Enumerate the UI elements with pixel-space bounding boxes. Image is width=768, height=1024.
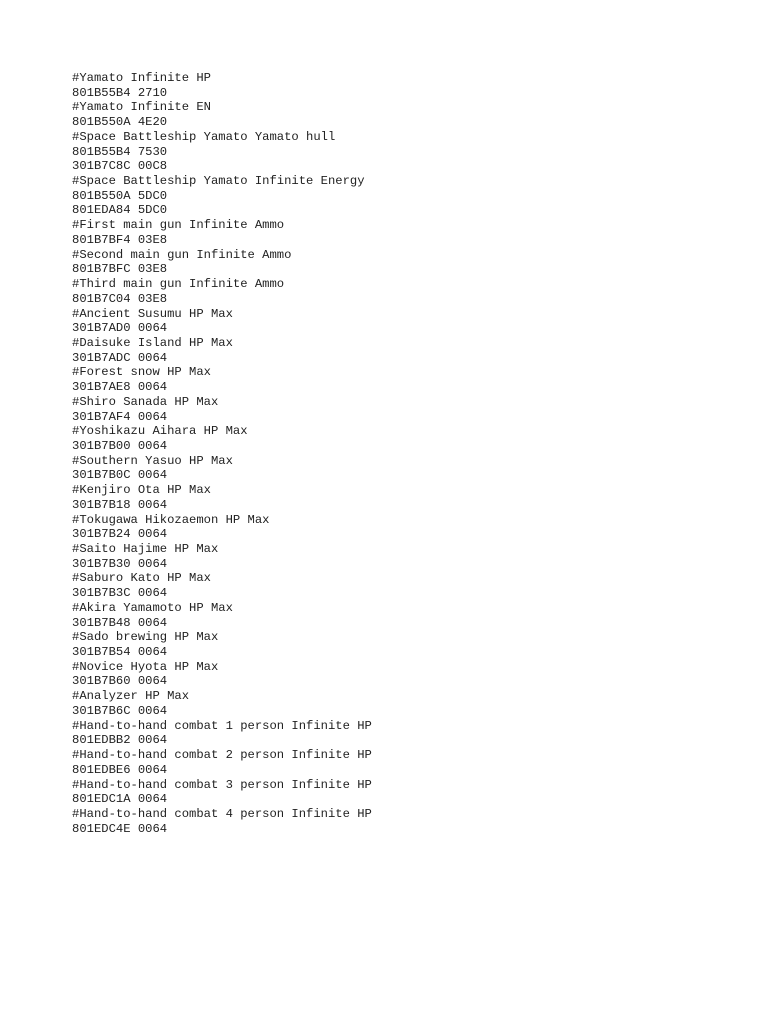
cheat-code-line: 301B7B60 0064: [72, 674, 168, 689]
cheat-code-line: 301B7B18 0064: [72, 497, 168, 512]
cheat-code-line: 301B7B30 0064: [72, 556, 168, 571]
cheat-code-line: 301B7AE8 0064: [72, 380, 168, 395]
cheat-code-line: 801B55B4 2710: [72, 85, 168, 100]
cheat-code-line: 301B7B3C 0064: [72, 586, 168, 601]
cheat-title-line: #Forest snow HP Max: [72, 365, 211, 380]
cheat-title-line: #Ancient Susumu HP Max: [72, 306, 233, 321]
cheat-code-line: 301B7B00 0064: [72, 438, 168, 453]
cheat-code-line: 801EDA84 5DC0: [72, 203, 168, 218]
cheat-code-line: 801EDC4E 0064: [72, 821, 168, 836]
cheat-title-line: #Saburo Kato HP Max: [72, 571, 211, 586]
cheat-title-line: #Novice Hyota HP Max: [72, 659, 219, 674]
cheat-title-line: #Hand-to-hand combat 3 person Infinite HP: [72, 777, 372, 792]
cheat-title-line: #Saito Hajime HP Max: [72, 542, 219, 556]
cheat-code-line: 301B7AD0 0064: [72, 321, 168, 336]
cheat-code-line: 301B7B6C 0064: [72, 703, 168, 718]
cheat-title-line: #Hand-to-hand combat 2 person Infinite HP: [72, 748, 372, 763]
cheat-title-line: #Hand-to-hand combat 4 person Infinite HP: [72, 806, 372, 821]
cheat-title-line: #Yamato Infinite HP: [72, 71, 211, 85]
cheat-code-line: 801B550A 5DC0: [72, 188, 168, 203]
cheat-title-line: #Yoshikazu Aihara HP Max: [72, 424, 248, 439]
cheat-title-line: #Akira Yamamoto HP Max: [72, 600, 233, 615]
cheat-title-line: #Space Battleship Yamato Infinite Energy: [72, 174, 365, 189]
cheat-code-line: 801EDBE6 0064: [72, 762, 168, 777]
cheat-code-line: 301B7AF4 0064: [72, 409, 168, 424]
cheat-code-line: 801B55B4 7530: [72, 144, 168, 159]
cheat-title-line: #Analyzer HP Max: [72, 689, 190, 704]
cheat-title-line: #Sado brewing HP Max: [72, 630, 219, 645]
cheat-code-line: 801B7BF4 03E8: [72, 232, 168, 247]
cheat-code-line: 301B7B24 0064: [72, 527, 168, 542]
cheat-code-line: 301B7C8C 00C8: [72, 159, 168, 174]
cheat-code-line: 801EDC1A 0064: [72, 792, 168, 807]
cheat-code-line: 301B7B54 0064: [72, 645, 168, 660]
cheat-code-line: 801B550A 4E20: [72, 115, 168, 130]
cheat-title-line: #Second main gun Infinite Ammo: [72, 247, 292, 262]
cheat-code-line: 801EDBB2 0064: [72, 733, 168, 748]
cheat-code-line: 301B7B0C 0064: [72, 468, 168, 483]
cheat-code-line: 801B7C04 03E8: [72, 291, 168, 306]
cheat-title-line: #Third main gun Infinite Ammo: [72, 277, 285, 292]
cheat-title-line: #Yamato Infinite EN: [72, 100, 211, 115]
cheat-title-line: #First main gun Infinite Ammo: [72, 218, 285, 233]
cheat-title-line: #Daisuke Island HP Max: [72, 335, 233, 350]
cheat-title-line: #Tokugawa Hikozaemon HP Max: [72, 512, 270, 527]
cheat-code-line: 801B7BFC 03E8: [72, 262, 168, 277]
cheat-title-line: #Space Battleship Yamato Yamato hull: [72, 129, 336, 144]
cheat-title-line: #Hand-to-hand combat 1 person Infinite HP: [72, 718, 372, 733]
cheat-code-line: 301B7B48 0064: [72, 615, 168, 630]
cheat-title-line: #Kenjiro Ota HP Max: [72, 483, 211, 498]
cheat-title-line: #Southern Yasuo HP Max: [72, 453, 233, 468]
cheat-title-line: #Shiro Sanada HP Max: [72, 394, 219, 409]
cheat-code-list: [72, 71, 372, 836]
cheat-code-line: 301B7ADC 0064: [72, 350, 168, 365]
